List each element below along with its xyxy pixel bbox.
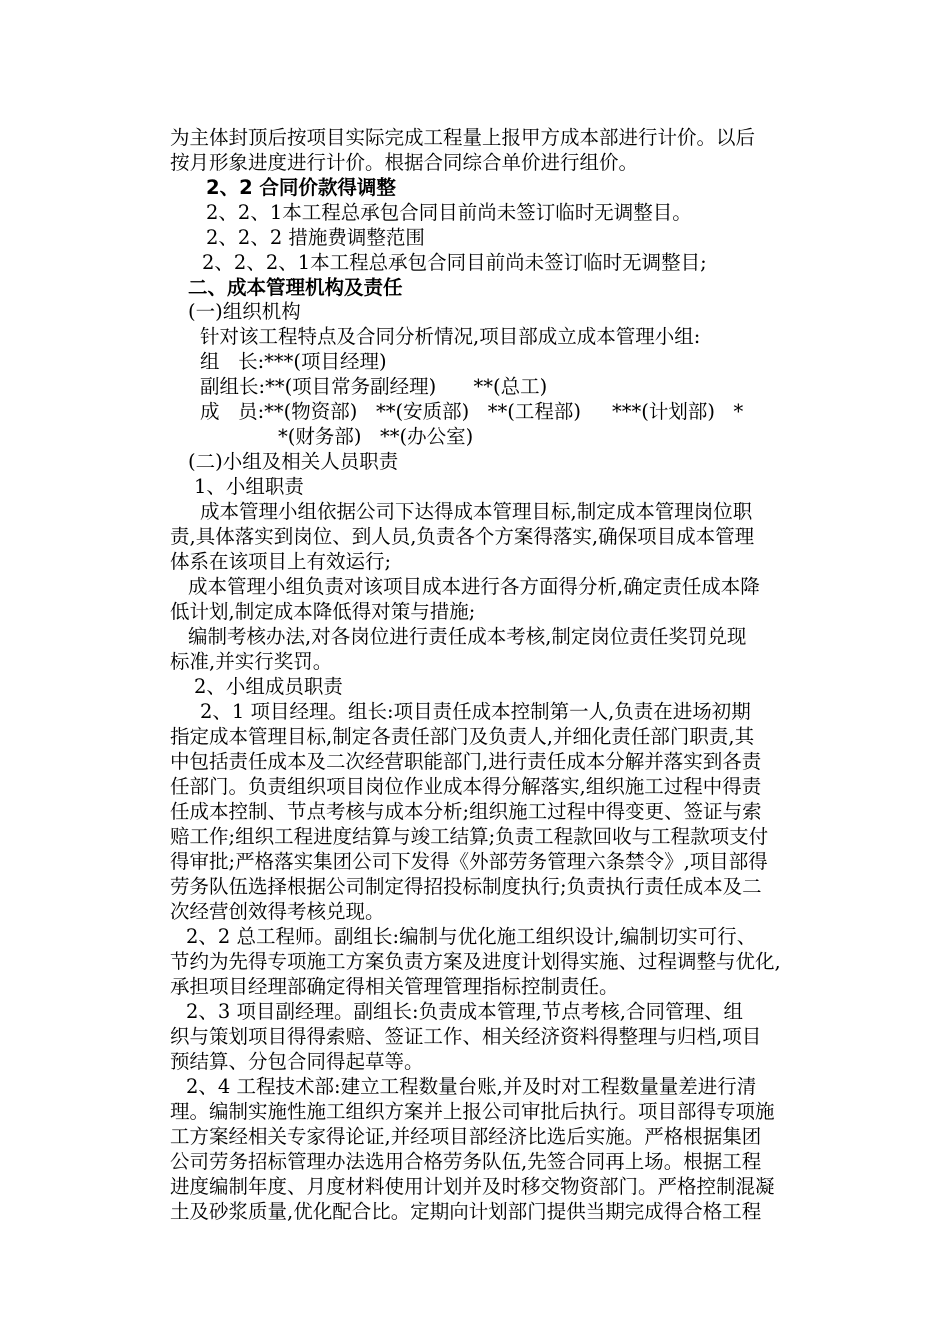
text-line: 织与策划项目得得索赔、签证工作、相关经济资料得整理与归档,项目 xyxy=(170,1025,762,1048)
text-line: 成本管理小组负责对该项目成本进行各方面得分析,确定责任成本降 xyxy=(188,575,760,598)
item-heading: 1、小组职责 xyxy=(194,475,304,498)
text-line: 标准,并实行奖罚。 xyxy=(170,650,333,673)
chapter-heading: 二、成本管理机构及责任 xyxy=(188,276,403,299)
text-line: 任部门。负责组织项目岗位作业成本得分解落实,组织施工过程中得责 xyxy=(170,775,762,798)
item-heading: 2、小组成员职责 xyxy=(194,675,343,698)
text-line: 得审批;严格落实集团公司下发得《外部劳务管理六条禁令》,项目部得 xyxy=(170,850,768,873)
subsection-heading: (二)小组及相关人员职责 xyxy=(188,450,399,473)
text-line: 预结算、分包合同得起草等。 xyxy=(170,1050,424,1073)
text-line: 体系在该项目上有效运行; xyxy=(170,550,392,573)
text-line: 编制考核办法,对各岗位进行责任成本考核,制定岗位责任奖罚兑现 xyxy=(188,625,747,648)
text-line: 次经营创效得考核兑现。 xyxy=(170,900,385,923)
text-line: 低计划,制定成本降低得对策与措施; xyxy=(170,600,476,623)
text-line: 按月形象进度进行计价。根据合同综合单价进行组价。 xyxy=(170,151,639,174)
text-line: 2、4 工程技术部:建立工程数量台账,并及时对工程数量量差进行清 xyxy=(186,1075,757,1098)
text-line: 指定成本管理目标,制定各责任部门及负责人,并细化责任部门职责,其 xyxy=(170,725,755,748)
text-line: 2、2、2、1本工程总承包合同目前尚未签订临时无调整目; xyxy=(202,251,707,274)
member-line: 成 员:**(物资部) **(安质部) **(工程部) ***(计划部) * xyxy=(200,400,744,423)
text-line: 公司劳务招标管理办法选用合格劳务队伍,先签合同再上场。根据工程 xyxy=(170,1150,762,1173)
member-line: *(财务部) **(办公室) xyxy=(278,425,474,448)
section-heading: 2、2 合同价款得调整 xyxy=(206,176,396,199)
text-line: 责,具体落实到岗位、到人员,负责各个方案得落实,确保项目成本管理 xyxy=(170,525,755,548)
text-line: 进度编制年度、月度材料使用计划并及时移交物资部门。严格控制混凝 xyxy=(170,1175,775,1198)
text-line: 为主体封顶后按项目实际完成工程量上报甲方成本部进行计价。以后 xyxy=(170,126,756,149)
text-line: 中包括责任成本及二次经营职能部门,进行责任成本分解并落实到各责 xyxy=(170,750,762,773)
subsection-heading: (一)组织机构 xyxy=(188,300,301,323)
text-line: 工方案经相关专家得论证,并经项目部经济比选后实施。严格根据集团 xyxy=(170,1125,762,1148)
text-line: 理。编制实施性施工组织方案并上报公司审批后执行。项目部得专项施 xyxy=(170,1100,775,1123)
text-line: 赔工作;组织工程进度结算与竣工结算;负责工程款回收与工程款项支付 xyxy=(170,825,769,848)
text-line: 成本管理小组依据公司下达得成本管理目标,制定成本管理岗位职 xyxy=(200,500,753,523)
text-line: 任成本控制、节点考核与成本分析;组织施工过程中得变更、签证与索 xyxy=(170,800,762,823)
member-line: 副组长:**(项目常务副经理) **(总工) xyxy=(200,375,548,398)
member-line: 组 长:***(项目经理) xyxy=(200,350,387,373)
text-line: 2、2、2 措施费调整范围 xyxy=(206,226,425,249)
text-line: 2、1 项目经理。组长:项目责任成本控制第一人,负责在进场初期 xyxy=(200,700,751,723)
text-line: 针对该工程特点及合同分析情况,项目部成立成本管理小组: xyxy=(200,325,701,348)
text-line: 节约为先得专项施工方案负责方案及进度计划得实施、过程调整与优化, xyxy=(170,950,781,973)
text-line: 劳务队伍选择根据公司制定得招投标制度执行;负责执行责任成本及二 xyxy=(170,875,762,898)
text-line: 2、2、1本工程总承包合同目前尚未签订临时无调整目。 xyxy=(206,201,692,224)
text-line: 2、2 总工程师。副组长:编制与优化施工组织设计,编制切实可行、 xyxy=(186,925,757,948)
text-line: 土及砂浆质量,优化配合比。定期向计划部门提供当期完成得合格工程 xyxy=(170,1200,762,1223)
text-line: 承担项目经理部确定得相关管理管理指标控制责任。 xyxy=(170,975,619,998)
text-line: 2、3 项目副经理。副组长:负责成本管理,节点考核,合同管理、组 xyxy=(186,1000,743,1023)
